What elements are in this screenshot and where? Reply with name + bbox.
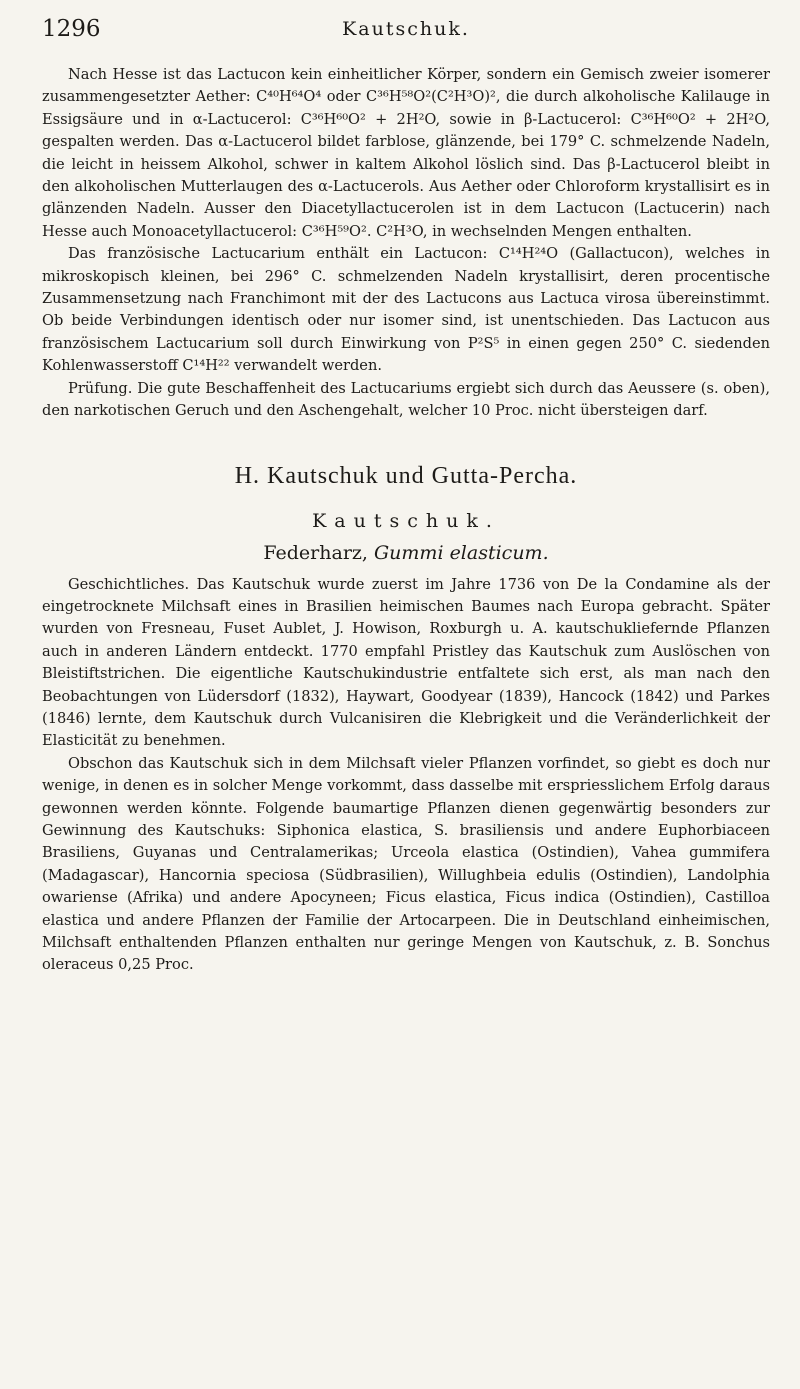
paragraph-geschichtliches: Geschichtliches. Das Kautschuk wurde zuerst im Jahre 1736 von De la Condamine als der eingetrocknete Milchsaft eines in Brasilien heimischen Baumes nach Europa gebracht. Später wurden von Fresneau, Fuset Aublet, J. Howison, Roxburgh u. A. kautschukliefernde Pflanzen auch in anderen Ländern entdeckt. 1770 empfahl Pristley das Kautschuk zum Auslöschen von Bleistiftstrichen. Die eigentliche Kautschukindustrie entfaltete sich erst, als man nach den Beobachtungen von Lüdersdorf (1832), Haywart, Goodyear (1839), Hancock (1842) und Parkes (1846) lernte, dem Kautschuk durch Vulcanisiren die Klebrigkeit und die Veränderlichkeit der Elasticität zu benehmen.	[42, 575, 770, 750]
page-body	[42, 64, 770, 977]
page-header	[42, 16, 770, 46]
subheading-synonyms	[42, 542, 770, 564]
paragraph-franzoesisch: Das französische Lactucarium enthält ein Lactucon: C¹⁴H²⁴O (Gallactucon), welches in mikroskopisch kleinen, bei 296° C. schmelzenden Nadeln krystallisirt, deren procentische Zusammensetzung nach Franchimont mit der des Lactucons aus Lactuca virosa übereinstimmt. Ob beide Verbindungen identisch oder nur isomer sind, ist unentschieden. Das Lactucon aus französischem Lactucarium soll durch Einwirkung von P²S⁵ in einen gegen 250° C. siedenden Kohlenwasserstoff C¹⁴H²² verwandelt werden.	[42, 245, 770, 375]
paragraph-hesse: Nach Hesse ist das Lactucon kein einheitlicher Körper, sondern ein Gemisch zweier isomerer zusammengesetzter Aether: C⁴⁰H⁶⁴O⁴ oder C³⁶H⁵⁸O²(C²H³O)², die durch alkoholische Kalilauge in Essigsäure und in α-Lactucerol: C³⁶H⁶⁰O² + 2H²O, sowie in β-Lactucerol: C³⁶H⁶⁰O² + 2H²O, gespalten werden. Das α-Lactucerol bildet farblose, glänzende, bei 179° C. schmelzende Nadeln, die leicht in heissem Alkohol, schwer in kaltem Alkohol löslich sind. Das β-Lactucerol bleibt in den alkoholischen Mutterlaugen des α-Lactucerols. Aus Aether oder Chloroform krystallisirt es in glänzenden Nadeln. Ausser den Diacetyllactucerolen ist in dem Lactucon (Lactucerin) nach Hesse auch Monoacetyllactucerol: C³⁶H⁵⁹O². C²H³O, in wechselnden Mengen enthalten.	[42, 66, 770, 240]
synonym-gummi-elasticum: Gummi elasticum.	[374, 541, 549, 564]
subheading-kautschuk: Kautschuk.	[312, 509, 500, 532]
section-heading: H. Kautschuk und Gutta-Percha.	[234, 462, 578, 489]
running-title: Kautschuk.	[342, 18, 470, 40]
synonym-federharz: Federharz,	[263, 541, 374, 564]
page-number: 1296	[42, 16, 101, 42]
paragraph-pflanzen: Obschon das Kautschuk sich in dem Milchsaft vieler Pflanzen vorfindet, so giebt es doch nur wenige, in denen es in solcher Menge vorkommt, dass dasselbe mit erspriesslichem Erfolg daraus gewonnen werden könnte. Folgende baumartige Pflanzen dienen gegenwärtig besonders zur Gewinnung des Kautschuks: Siphonica elastica, S. brasiliensis und andere Euphorbiaceen Brasiliens, Guyanas und Centralamerikas; Urceola elastica (Ostindien), Vahea gummifera (Madagascar), Hancornia speciosa (Südbrasilien), Willughbeia edulis (Ostindien), Landolphia owariense (Afrika) und andere Apocyneen; Ficus elastica, Ficus indica (Ostindien), Castilloa elastica und andere Pflanzen der Familie der Artocarpeen. Die in Deutschland einheimischen, Milchsaft enthaltenden Pflanzen enthalten nur geringe Mengen von Kautschuk, z. B. Sonchus oleraceus 0,25 Proc.	[42, 754, 770, 974]
paragraph-pruefung: Prüfung. Die gute Beschaffenheit des Lactucariums ergiebt sich durch das Aeussere (s. oben), den narkotischen Geruch und den Aschengehalt, welcher 10 Proc. nicht übersteigen darf.	[42, 379, 770, 420]
